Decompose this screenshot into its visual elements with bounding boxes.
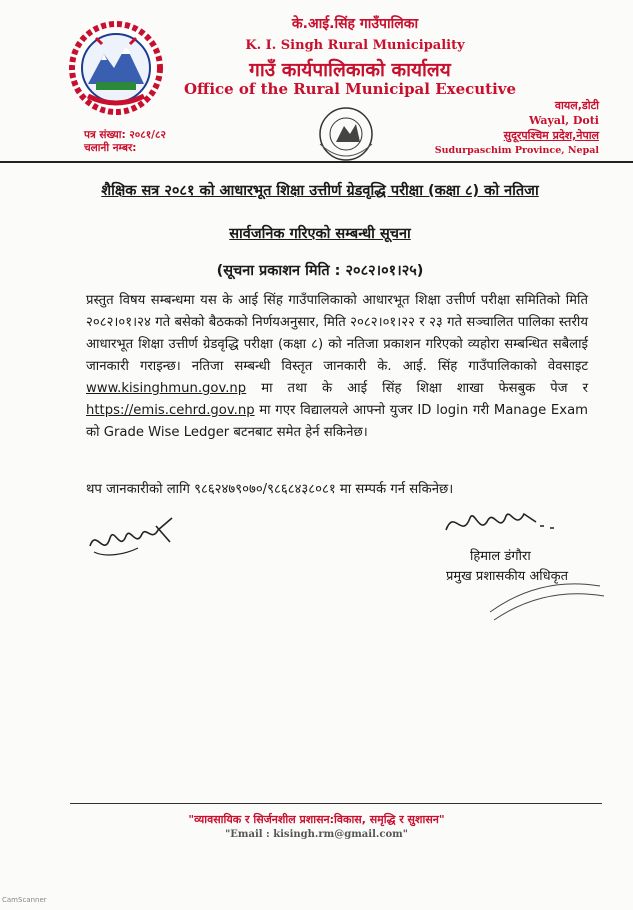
officer-stamp-icon [470, 556, 610, 626]
signatory-name: हिमाल डंगौरा [470, 549, 531, 564]
right-signature-icon [440, 500, 570, 550]
notice-title-line1: शैक्षिक सत्र २०८१ को आधारभूत शिक्षा उत्तीर्ण ग्रेडवृद्धि परीक्षा (कक्षा ८) को नतिजा [101, 183, 539, 199]
footer-email: "Email : kisingh.rm@gmail.com" [225, 829, 408, 840]
left-signature-icon [86, 508, 176, 568]
body-text-2: मा तथा के आई सिंह शिक्षा शाखा फेसबुक पेज र [246, 381, 588, 396]
footer-motto: "व्यावसायिक र सिर्जनशील प्रशासन:विकास, समृद्धि र सुशासन" [188, 813, 445, 826]
footer-divider [70, 803, 602, 804]
office-name-en: K. I. Singh Rural Municipality [245, 38, 465, 53]
address-np: वायल,डोटी [554, 99, 599, 112]
executive-office-np: गाउँ कार्यपालिकाको कार्यालय [249, 59, 451, 81]
scanner-watermark: CamScanner [2, 896, 47, 904]
body-text-1: प्रस्तुत विषय सम्बन्धमा यस के आई सिंह गाउँपालिकाको आधारभूत शिक्षा उत्तीर्ण परीक्षा समितिको मिति २०८२।०१।२४ गते बसेको बैठकको निर्णयअनुसार, मिति २०८२।०१।२२ र २३ गते सञ्चालित पालिका स्तरीय आधारभूत शिक्षा उत्तीर्ण ग्रेडवृद्धि परीक्षा (कक्षा ८) को नतिजा प्रकाशन गरिएको व्यहोरा सम्बन्धित सबैलाई जानकारी गराइन्छ। नतिजा सम्बन्धी विस्तृत जानकारी के. आई. सिंह गाउँपालिकाको वेवसाइट [86, 293, 588, 374]
address-en: Wayal, Doti [528, 114, 599, 127]
signatory-title: प्रमुख प्रशासकीय अधिकृत [446, 569, 569, 584]
office-stamp-icon [300, 104, 392, 174]
office-name-np: के.आई.सिंह गाउँपालिका [291, 16, 419, 32]
province-en: Sudurpaschim Province, Nepal [434, 145, 599, 156]
header-divider [0, 161, 633, 163]
nepal-emblem-icon [66, 18, 166, 118]
reference-number: पत्र संख्या: २०८१/८२ [84, 129, 166, 141]
executive-office-en: Office of the Rural Municipal Executive [183, 80, 517, 98]
publish-date: (सूचना प्रकाशन मिति : २०८२।०१।२५) [216, 263, 424, 279]
province-np: सुदूरपश्चिम प्रदेश,नेपाल [503, 129, 599, 142]
dispatch-number: चलानी नम्बर: [84, 142, 137, 154]
notice-body [86, 290, 588, 444]
emis-link[interactable]: https://emis.cehrd.gov.np [86, 403, 255, 418]
body-text-3: मा गएर विद्यालयले आफ्नो युजर ID login गरी Manage Exam को Grade Wise Ledger बटनबाट समेत हेर्न सकिनेछ। [86, 403, 588, 440]
notice-title-line2: सार्वजनिक गरिएको सम्बन्धी सूचना [229, 226, 411, 242]
contact-info: थप जानकारीको लागि ९८६२४७९०७०/९८६८४३८०८१ मा सम्पर्क गर्न सकिनेछ। [86, 482, 454, 497]
website-link[interactable]: www.kisinghmun.gov.np [86, 381, 247, 396]
